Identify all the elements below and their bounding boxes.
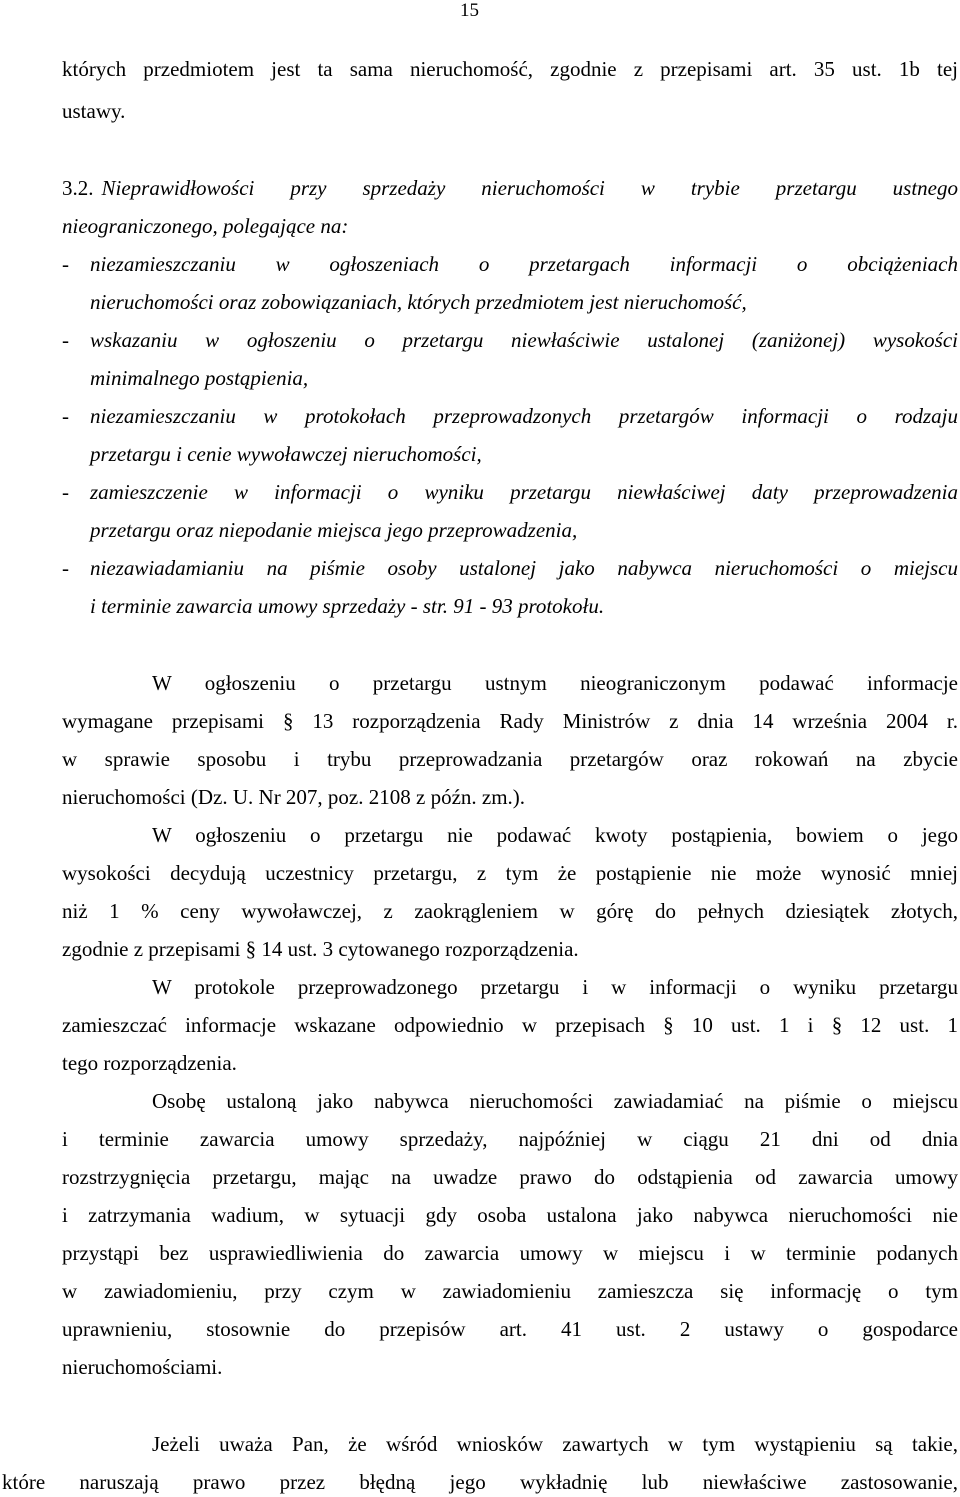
bullet-line-1: wskazaniu w ogłoszeniu o przetargu niewłaściwie ustalonej (zaniżonej) wysokości [90,328,958,352]
paragraph-line: rozstrzygnięcia przetargu, mając na uwadze prawo do odstąpienia od zawarcia umowy [62,1165,958,1189]
paragraph-line: wymagane przepisami § 13 rozporządzenia Rady Ministrów z dnia 14 września 2004 r. [62,709,958,733]
bullet-line-2: minimalnego postąpienia, [90,366,309,390]
paragraph-line: zgodnie z przepisami § 14 ust. 3 cytowanego rozporządzenia. [62,937,579,961]
paragraph-line: zamieszczać informacje wskazane odpowiednio w przepisach § 10 ust. 1 i § 12 ust. 1 [62,1013,958,1037]
bullet-line-1: niezamieszczaniu w protokołach przeprowadzonych przetargów informacji o rodzaju [90,404,958,428]
intro-line-2: ustawy. [62,99,126,123]
bullet-dash: - [62,556,69,580]
intro-line-1: których przedmiotem jest ta sama nieruchomość, zgodnie z przepisami art. 35 ust. 1b tej [62,57,958,81]
paragraph-line: które naruszają prawo przez błędną jego wykładnię lub niewłaściwe zastosowanie, [2,1470,958,1494]
paragraph-line: wysokości decydują uczestnicy przetargu, z tym że postąpienie nie może wynosić mniej [62,861,958,885]
paragraph-line: W ogłoszeniu o przetargu nie podawać kwoty postąpienia, bowiem o jego [152,823,958,847]
paragraph-line: W protokole przeprowadzonego przetargu i w informacji o wyniku przetargu [152,975,958,999]
bullet-dash: - [62,404,69,428]
paragraph-line: i zatrzymania wadium, w sytuacji gdy osoba ustalona jako nabywca nieruchomości nie [62,1203,958,1227]
section-heading-line-1-text: Nieprawidłowości przy sprzedaży nieruchomości w trybie przetargu ustnego [101,176,958,200]
paragraph-line: Jeżeli uważa Pan, że wśród wniosków zawartych w tym wystąpieniu są takie, [152,1432,958,1456]
bullet-line-1: zamieszczenie w informacji o wyniku przetargu niewłaściwej daty przeprowadzenia [90,480,958,504]
bullet-line-2: przetargu i cenie wywoławczej nieruchomości, [90,442,482,466]
bullet-dash: - [62,328,69,352]
paragraph-line: niż 1 % ceny wywoławczej, z zaokrągleniem w górę do pełnych dziesiątek złotych, [62,899,958,923]
paragraph-line: tego rozporządzenia. [62,1051,237,1075]
page-number: 15 [460,0,479,21]
paragraph-line: w sprawie sposobu i trybu przeprowadzania przetargów oraz rokowań na zbycie [62,747,958,771]
paragraph-line: nieruchomościami. [62,1355,223,1379]
section-heading-line-2: nieograniczonego, polegające na: [62,214,349,238]
paragraph-line: uprawnieniu, stosownie do przepisów art. 41 ust. 2 ustawy o gospodarce [62,1317,958,1341]
bullet-line-2: przetargu oraz niepodanie miejsca jego przeprowadzenia, [90,518,578,542]
bullet-line-2: nieruchomości oraz zobowiązaniach, których przedmiotem jest nieruchomość, [90,290,747,314]
bullet-dash: - [62,480,69,504]
bullet-line-1: niezawiadamianiu na piśmie osoby ustalonej jako nabywca nieruchomości o miejscu [90,556,958,580]
paragraph-line: w zawiadomieniu, przy czym w zawiadomieniu zamieszcza się informację o tym [62,1279,958,1303]
paragraph-line: i terminie zawarcia umowy sprzedaży, najpóźniej w ciągu 21 dni od dnia [62,1127,958,1151]
bullet-line-1: niezamieszczaniu w ogłoszeniach o przetargach informacji o obciążeniach [90,252,958,276]
bullet-dash: - [62,252,69,276]
paragraph-line: przystąpi bez usprawiedliwienia do zawarcia umowy w miejscu i w terminie podanych [62,1241,958,1265]
paragraph-line: Osobę ustaloną jako nabywca nieruchomości zawiadamiać na piśmie o miejscu [152,1089,958,1113]
bullet-line-2: i terminie zawarcia umowy sprzedaży - str. 91 - 93 protokołu. [90,594,605,618]
section-number: 3.2. [62,176,94,200]
paragraph-line: W ogłoszeniu o przetargu ustnym nieograniczonym podawać informacje [152,671,958,695]
paragraph-line: nieruchomości (Dz. U. Nr 207, poz. 2108 z późn. zm.). [62,785,526,809]
